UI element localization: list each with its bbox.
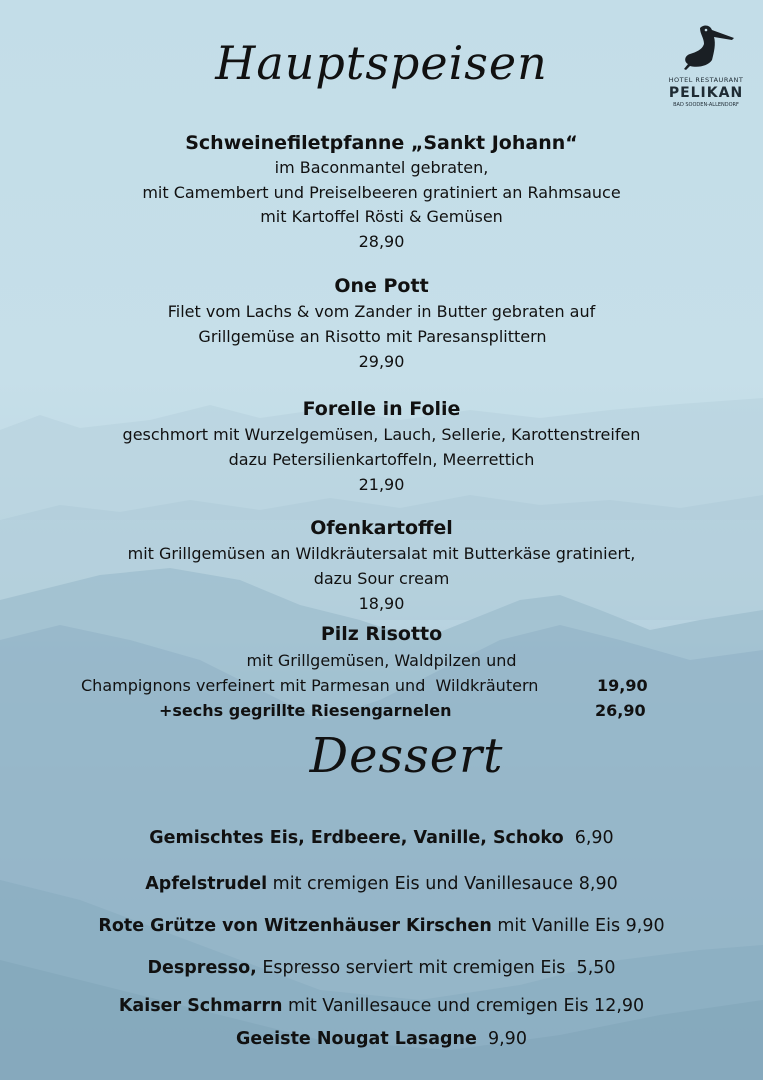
dessert-detail: mit Vanillesauce und cremigen Eis 12,90 [282,996,645,1016]
dish-line: Filet vom Lachs & vom Zander in Butter gebraten auf [167,302,596,321]
dessert-detail: 9,90 [476,1029,527,1049]
dessert-name: Rote Grütze von Witzenhäuser Kirschen [98,916,492,936]
dish-2 [0,273,763,374]
dessert-detail: mit cremigen Eis und Vanillesauce 8,90 [267,874,618,894]
risotto-extra-label: +sechs gegrillte Riesengarnelen [159,701,452,720]
dessert-name: Geeiste Nougat Lasagne [236,1029,477,1049]
logo-name: PELIKAN [668,85,744,101]
main-heading: Hauptspeisen [215,36,548,90]
dish-price: 28,90 [358,231,405,251]
risotto-line2: Champignons verfeinert mit Parmesan und Wildkräutern [81,676,539,695]
dessert-item [0,916,763,936]
risotto-price: 19,90 [597,676,648,695]
dessert-name: Kaiser Schmarrn [118,996,283,1016]
dessert-name: Despresso, [147,958,257,978]
dessert-item [0,874,763,894]
logo-line1: HOTEL RESTAURANT [668,76,744,84]
dish-line: mit Kartoffel Rösti & Gemüsen [260,207,503,226]
dessert-item [0,1029,763,1049]
dessert-detail: Espresso serviert mit cremigen Eis 5,50 [256,958,616,978]
logo-location: BAD SOODEN-ALLENDORF [673,102,739,108]
dessert-item [0,958,763,978]
dish-1 [0,130,763,254]
dish-line: dazu Sour cream [313,569,450,588]
dish-line: im Baconmantel gebraten, [274,158,489,177]
dish-title: Schweinefiletpfanne „Sankt Johann“ [185,132,578,154]
dish-title: Ofenkartoffel [310,517,453,539]
dessert-detail: 6,90 [563,828,614,848]
dish-line: mit Grillgemüsen an Wildkräutersalat mit Butterkäse gratiniert, [127,544,636,563]
dish-title: One Pott [334,275,429,297]
dish-line: Grillgemüse an Risotto mit Paresansplittern [198,327,547,346]
dish-line: geschmort mit Wurzelgemüsen, Lauch, Sellerie, Karottenstreifen [122,425,641,444]
dish-title: Forelle in Folie [302,398,461,420]
dessert-detail: mit Vanille Eis 9,90 [491,916,665,936]
dish-price: 18,90 [358,594,405,613]
dessert-item [0,996,763,1016]
dessert-item [0,828,763,848]
dessert-heading: Dessert [309,728,504,784]
risotto-line1: mit Grillgemüsen, Waldpilzen und [246,651,517,670]
dish-price: 21,90 [358,475,405,494]
risotto-title: Pilz Risotto [320,623,443,645]
dish-3 [0,396,763,497]
dessert-name: Apfelstrudel [145,874,268,894]
dish-line: mit Camembert und Preiselbeeren gratiniert an Rahmsauce [142,182,621,202]
dish-price: 29,90 [358,352,405,371]
risotto-extra-price: 26,90 [595,701,646,720]
dish-4 [0,515,763,616]
dessert-name: Gemischtes Eis, Erdbeere, Vanille, Schoko [149,828,564,848]
dish-line: dazu Petersilienkartoffeln, Meerrettich [228,450,535,469]
